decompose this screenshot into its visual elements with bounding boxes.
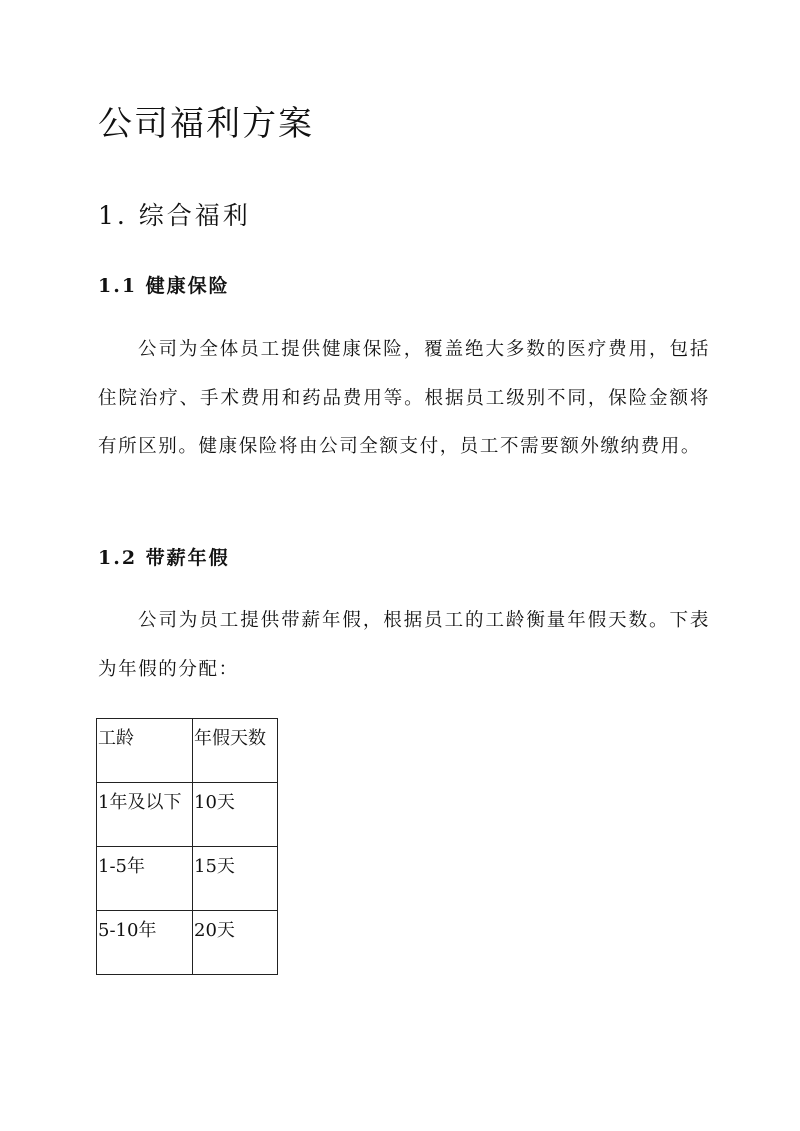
table-cell: 15天 bbox=[193, 847, 278, 911]
table-cell: 1-5年 bbox=[97, 847, 193, 911]
section-heading-comprehensive-benefits: 1. 综合福利 bbox=[98, 201, 251, 230]
health-insurance-paragraph: 公司为全体员工提供健康保险，覆盖绝大多数的医疗费用，包括住院治疗、手术费用和药品费用等。根据员工级别不同，保险金额将有所区别。健康保险将由公司全额支付，员工不需要额外缴纳费用。 bbox=[98, 339, 710, 457]
table-cell: 1年及以下 bbox=[97, 783, 193, 847]
table-header-cell: 工龄 bbox=[97, 719, 193, 783]
table-row bbox=[97, 783, 278, 847]
paid-leave-paragraph: 公司为员工提供带薪年假，根据员工的工龄衡量年假天数。下表为年假的分配： bbox=[98, 610, 710, 680]
table-header-cell: 年假天数 bbox=[193, 719, 278, 783]
subsection-heading-health-insurance: 1.1 健康保险 bbox=[98, 275, 230, 297]
table-cell: 10天 bbox=[193, 783, 278, 847]
annual-leave-table bbox=[96, 718, 278, 975]
table-row bbox=[97, 911, 278, 975]
table-header-row bbox=[97, 719, 278, 783]
table-cell: 5-10年 bbox=[97, 911, 193, 975]
subsection-heading-paid-leave: 1.2 带薪年假 bbox=[98, 547, 230, 569]
table-cell: 20天 bbox=[193, 911, 278, 975]
table-row bbox=[97, 847, 278, 911]
page-title: 公司福利方案 bbox=[98, 104, 314, 144]
